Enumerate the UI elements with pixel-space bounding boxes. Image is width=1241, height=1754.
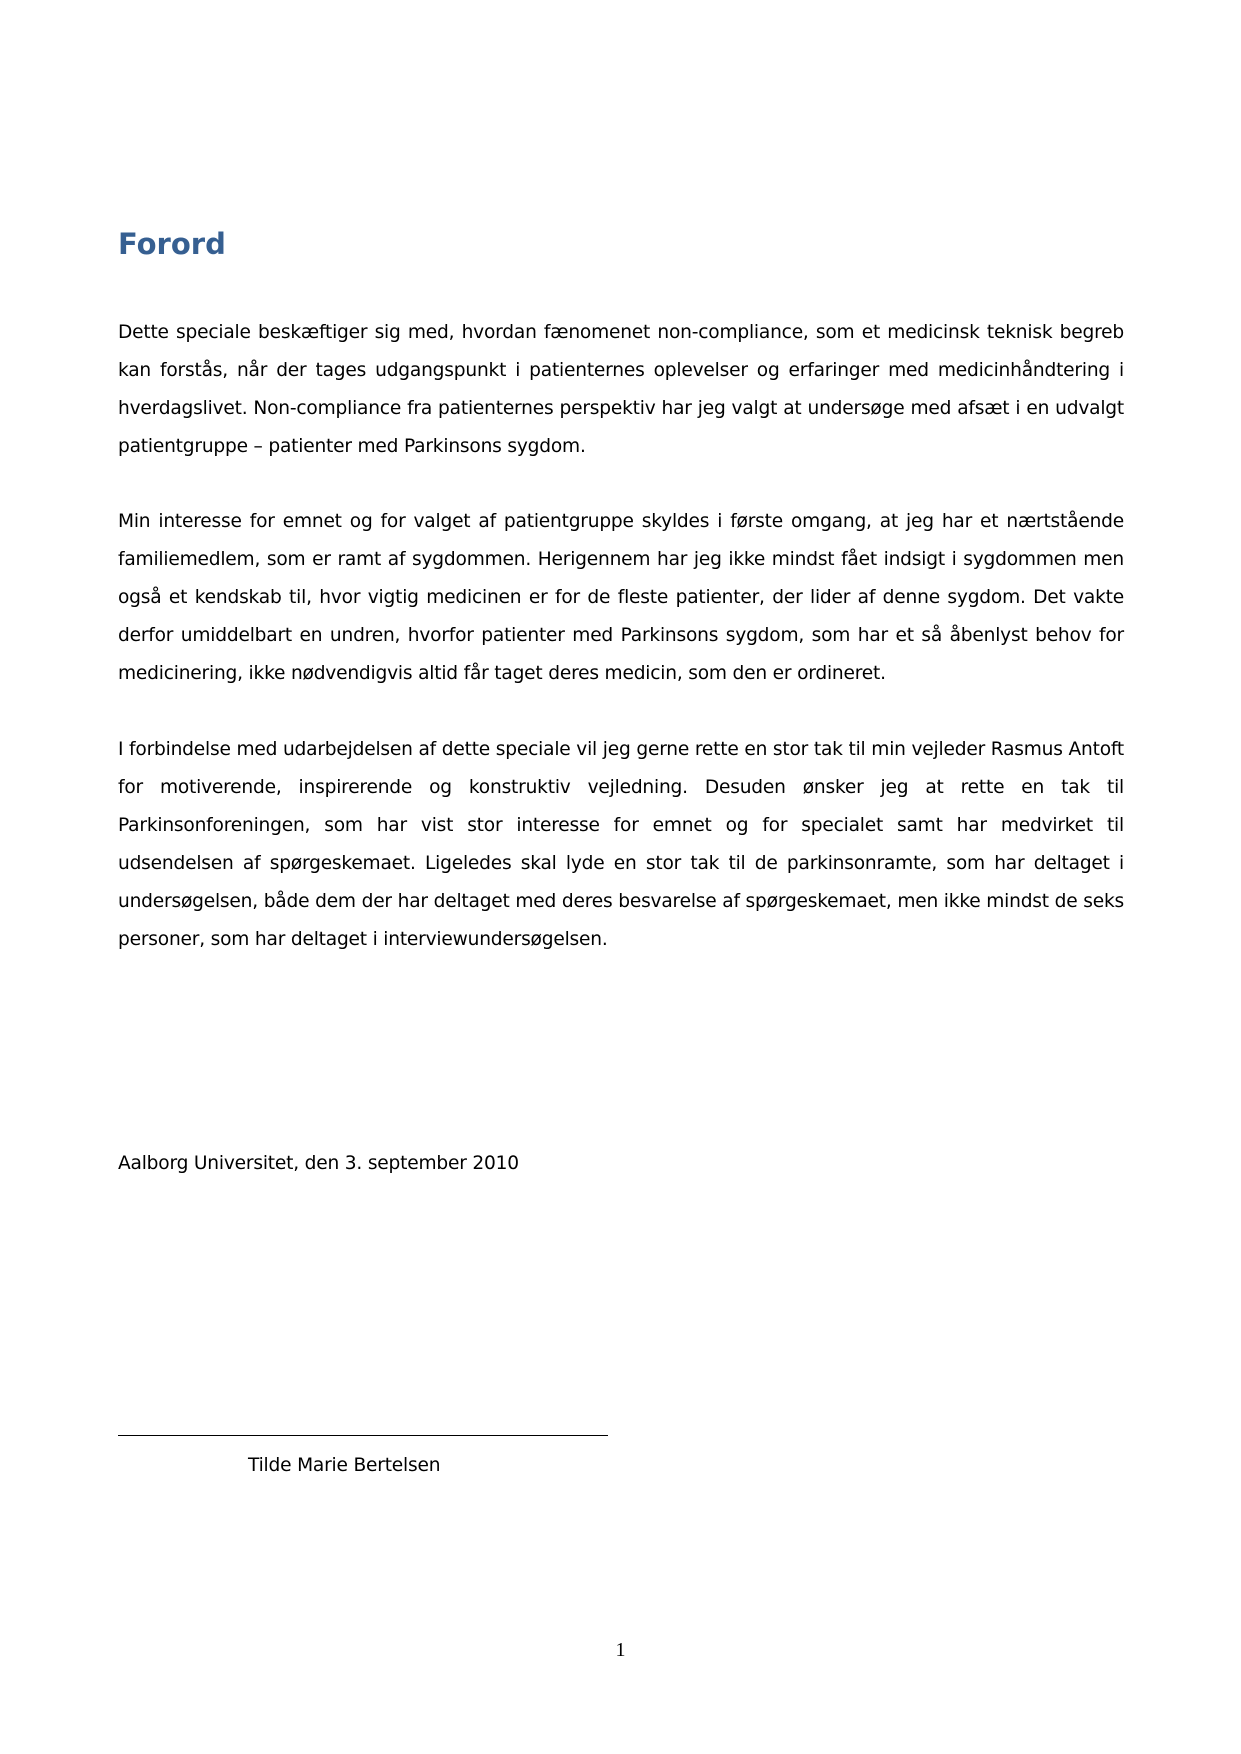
paragraph-acknowledgements: I forbindelse med udarbejdelsen af dette speciale vil jeg gerne rette en stor tak til min vejleder Rasmus Antoft for motiverende, inspirerende og konstruktiv vejledning. Desuden ønsker jeg at rette en tak til Parkinsonforeningen, som har vist stor interesse for emnet og for specialet samt har medvirket til udsendelsen af spørgeskemaet. Ligeledes skal lyde en stor tak til de parkinsonramte, som har deltaget i undersøgelsen, både dem der har deltaget med deres besvarelse af spørgeskemaet, men ikke mindst de seks personer, som har deltaget i interviewundersøgelsen.: [118, 739, 1124, 950]
paragraph-motivation: Min interesse for emnet og for valget af patientgruppe skyldes i første omgang, at jeg har et nærtstående familiemedlem, som er ramt af sygdommen. Herigennem har jeg ikke mindst fået indsigt i sygdommen men også et kendskab til, hvor vigtig medicinen er for de fleste patienter, der lider af denne sygdom. Det vakte derfor umiddelbart en undren, hvorfor patienter med Parkinsons sygdom, som har et så åbenlyst behov for medicinering, ikke nødvendigvis altid får taget deres medicin, som den er ordineret.: [118, 511, 1124, 684]
place-date: Aalborg Universitet, den 3. september 2010: [118, 1153, 519, 1174]
paragraph-intro: Dette speciale beskæftiger sig med, hvordan fænomenet non-compliance, som et medicinsk teknisk begreb kan forstås, når der tages udgangspunkt i patienternes oplevelser og erfaringer med medicinhåndtering i hverdagslivet. Non-compliance fra patienternes perspektiv har jeg valgt at undersøge med afsæt i en udvalgt patientgruppe – patienter med Parkinsons sygdom.: [118, 322, 1124, 457]
signer-name: Tilde Marie Bertelsen: [248, 1455, 441, 1476]
page-title: Forord: [118, 227, 226, 261]
signature-line: [118, 1435, 608, 1436]
page-number: 1: [615, 1639, 626, 1661]
